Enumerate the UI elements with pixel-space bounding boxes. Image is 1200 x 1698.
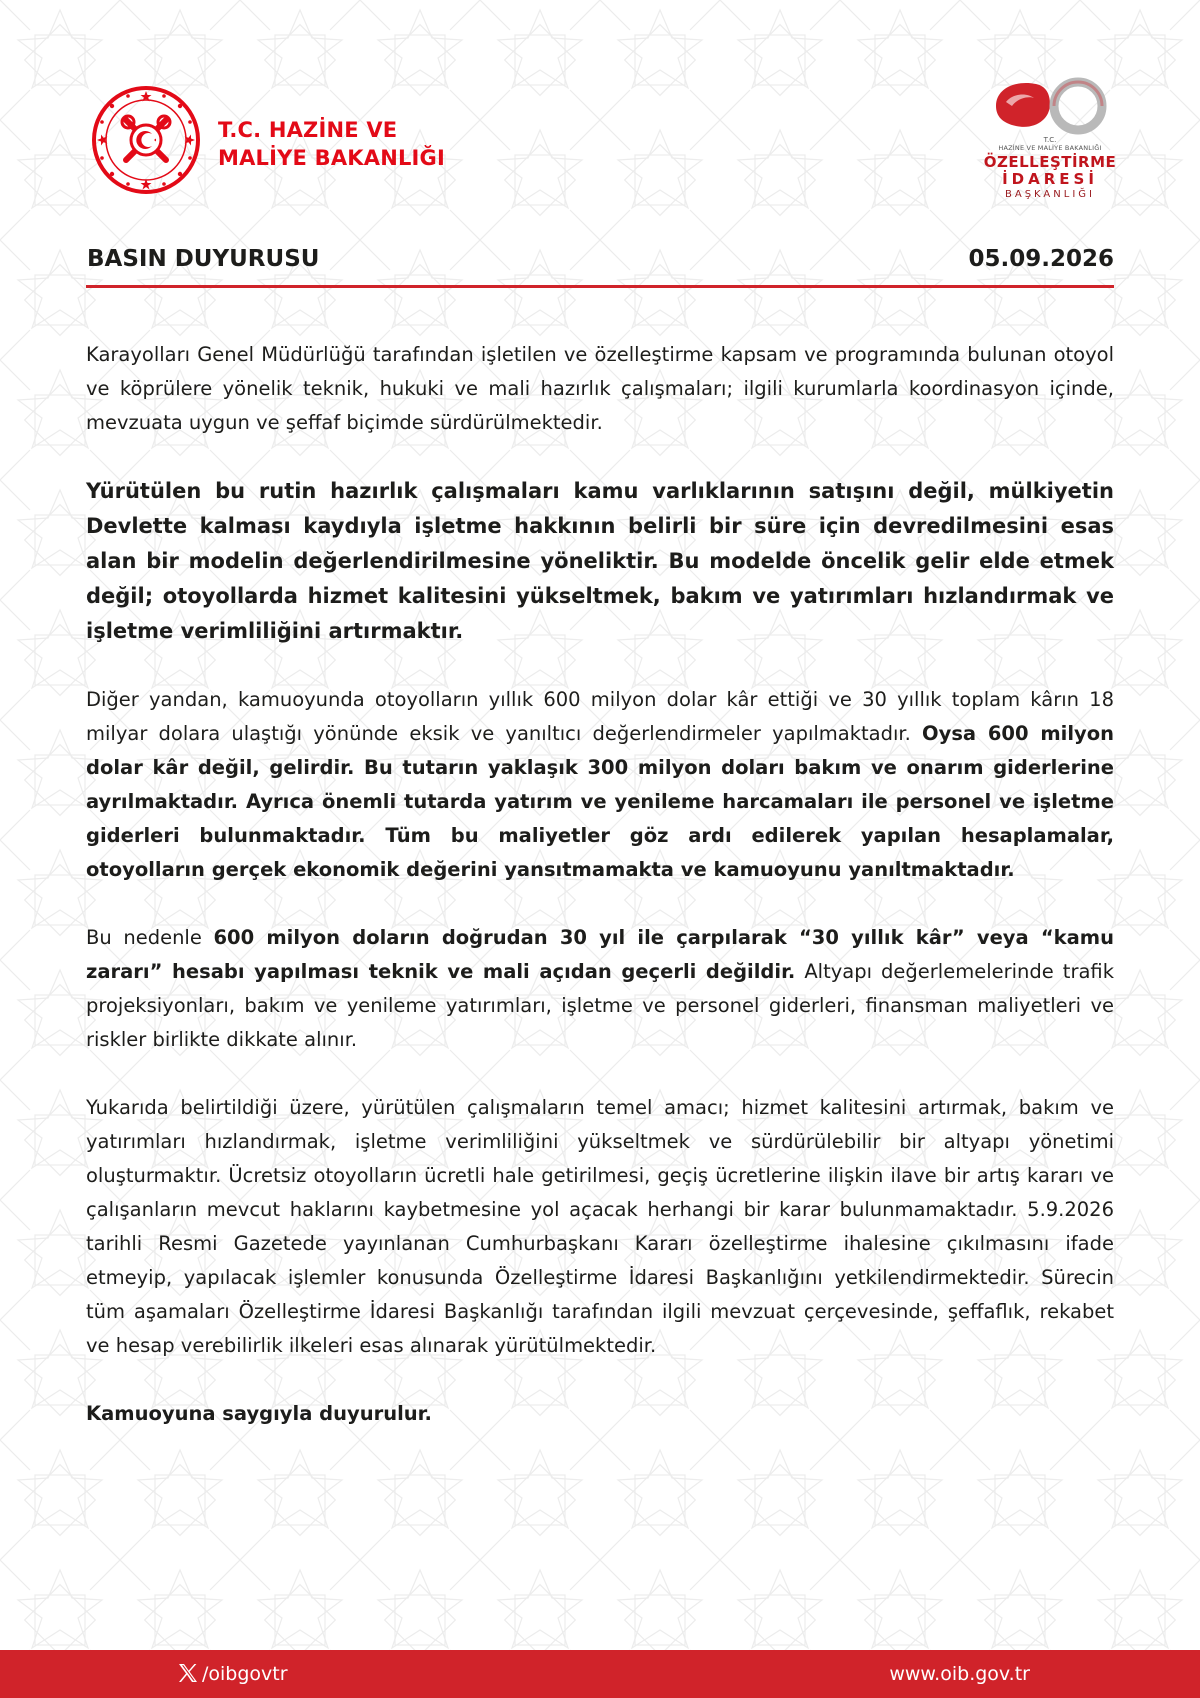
paragraph-5: Yukarıda belirtildiği üzere, yürütülen çalışmaların temel amacı; hizmet kalitesini artırmak, bakım ve yatırımları hızlandırmak, işletme verimliliğini yükseltmek ve sürdürülebilir bir altyapı yönetimi oluşturmaktır. Ücretsiz otoyolların ücretli hale getirilmesi, geçiş ücretlerine ilişkin ilave bir artış kararı ve çalışanların mevcut haklarını kaybetmesine yol açacak herhangi bir karar bulunmamaktadır. 5.9.2026 tarihli Resmi Gazetede yayınlanan Cumhurbaşkanı Kararı özelleştirme ihalesine çıkılmasını ifade etmeyip, yapılacak işlemler konusunda Özelleştirme İdaresi Başkanlığını yetkilendirmektedir. Sürecin tüm aşamaları Özelleştirme İdaresi Başkanlığı tarafından ilgili mevzuat çerçevesinde, şeffaflık, rekabet ve hesap verebilirlik ilkeleri esas alınarak yürütülmektedir. bbox=[86, 1096, 1114, 1357]
oib-logo-text bbox=[966, 136, 1134, 201]
website-link[interactable]: www.oib.gov.tr bbox=[889, 1663, 1030, 1685]
x-logo-icon[interactable] bbox=[176, 1661, 200, 1685]
oib-logo-mark bbox=[986, 76, 1116, 136]
paragraph-3-normal: Diğer yandan, kamuoyunda otoyolların yıllık 600 milyon dolar kâr ettiği ve 30 yıllık toplam kârın 18 milyar dolara ulaştığı yönünde eksik ve yanıltıcı değerlendirmeler yapılmaktadır. bbox=[86, 688, 1114, 745]
oib-tc: T.C. bbox=[1043, 136, 1057, 144]
paragraph-4-end: Altyapı değerlemelerinde trafik projeksiyonları, bakım ve yenileme yatırımları, işletme ve personel giderleri, finansman maliyetleri ve riskler birlikte dikkate alınır. bbox=[86, 960, 1114, 1051]
paragraph-3 bbox=[86, 683, 1114, 887]
paragraph-2: Yürütülen bu rutin hazırlık çalışmaları kamu varlıklarının satışını değil, mülkiyetin Devlette kalması kaydıyla işletme hakkının belirli bir süre için devredilmesini esas alan bir modelin değerlendirilmesine yöneliktir. Bu modelde öncelik gelir elde etmek değil; otoyollarda hizmet kalitesini yükseltmek, bakım ve yatırımları hızlandırmak ve işletme verimliliğini artırmaktır. bbox=[86, 479, 1114, 643]
closing-line: Kamuoyuna saygıyla duyurulur. bbox=[86, 1402, 432, 1425]
footer-bar bbox=[0, 1650, 1200, 1698]
press-release-body bbox=[86, 338, 1114, 1465]
paragraph-4 bbox=[86, 921, 1114, 1057]
ministry-name-line-2: MALİYE BAKANLIĞI bbox=[218, 146, 446, 170]
oib-ministry: HAZİNE VE MALİYE BAKANLIĞI bbox=[998, 144, 1102, 152]
oib-name-line-3: BAŞKANLIĞI bbox=[1005, 189, 1095, 200]
ministry-name bbox=[218, 116, 445, 172]
title-divider bbox=[86, 285, 1114, 288]
social-handle-link[interactable]: /oibgovtr bbox=[202, 1663, 288, 1685]
document-title: BASIN DUYURUSU bbox=[87, 246, 320, 272]
ministry-emblem-logo bbox=[90, 84, 202, 196]
oib-name-line-1: ÖZELLEŞTİRME bbox=[983, 153, 1117, 171]
document-date: 05.09.2026 bbox=[968, 246, 1114, 272]
paragraph-1: Karayolları Genel Müdürlüğü tarafından işletilen ve özelleştirme kapsam ve programında bulunan otoyol ve köprülere yönelik teknik, hukuki ve mali hazırlık çalışmaları; ilgili kurumlarla koordinasyon içinde, mevzuata uygun ve şeffaf biçimde sürdürülmektedir. bbox=[86, 343, 1114, 434]
paragraph-4-start: Bu nedenle bbox=[86, 926, 202, 949]
paragraph-4-bold: 600 milyon doların doğrudan 30 yıl ile çarpılarak “30 yıllık kâr” veya “kamu zararı” hesabı yapılması teknik ve mali açıdan geçerli değildir. bbox=[86, 926, 1114, 983]
ministry-name-line-1: T.C. HAZİNE VE bbox=[218, 118, 398, 142]
oib-name-line-2: İDARESİ bbox=[1002, 170, 1098, 188]
paragraph-3-bold: Oysa 600 milyon dolar kâr değil, gelirdir. Bu tutarın yaklaşık 300 milyon doları bakım ve onarım giderlerine ayrılmaktadır. Ayrıca önemli tutarda yatırım ve yenileme harcamaları ile personel ve işletme giderleri bulunmaktadır. Tüm bu maliyetler göz ardı edilerek yapılan hesaplamalar, otoyolların gerçek ekonomik değerini yansıtmamakta ve kamuoyunu yanıltmaktadır. bbox=[86, 722, 1115, 881]
